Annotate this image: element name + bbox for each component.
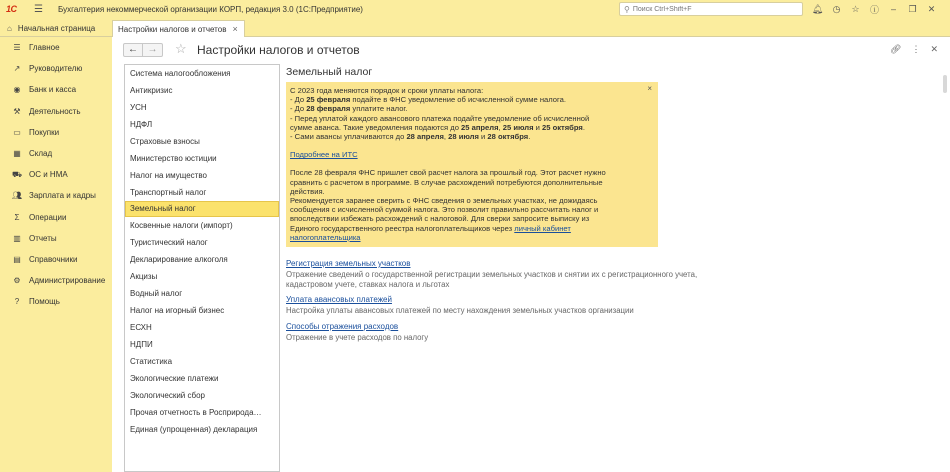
- notice-text: сообщения с исчисленной суммой налога. Это позволит правильно рассчитать налог и: [290, 205, 599, 215]
- sidebar-item-activity[interactable]: [0, 101, 112, 122]
- global-search[interactable]: [619, 2, 803, 16]
- list-item[interactable]: Акцизы: [130, 272, 158, 282]
- list-item[interactable]: Экологический сбор: [130, 390, 205, 400]
- list-item[interactable]: ЕСХН: [130, 323, 152, 333]
- land-registration-link[interactable]: Регистрация земельных участков: [286, 259, 411, 268]
- search-input[interactable]: [633, 6, 793, 13]
- list-item-selected[interactable]: Земельный налог: [125, 201, 279, 218]
- list-item[interactable]: Прочая отчетность в Росприрода…: [130, 407, 262, 417]
- sidebar-item-label: Справочники: [29, 254, 78, 264]
- bell-icon[interactable]: 🔔︎: [811, 3, 824, 14]
- list-item[interactable]: Налог на имущество: [130, 170, 207, 180]
- link-description: Настройка уплаты авансовых платежей по месту нахождения земельных участков организации: [286, 306, 634, 315]
- taxpayer-cabinet-link[interactable]: личный кабинет: [514, 223, 571, 233]
- page-title: Настройки налогов и отчетов: [197, 43, 360, 57]
- sidebar-item-label: Главное: [29, 43, 60, 53]
- sidebar-item-label: ОС и НМА: [29, 170, 68, 180]
- notice-panel: [286, 82, 658, 247]
- list-item[interactable]: Туристический налог: [130, 238, 208, 248]
- app-title: Бухгалтерия некоммерческой организации КОРП, редакция 3.0 (1С:Предприятие): [58, 4, 363, 14]
- assets-icon: ⛟: [11, 169, 23, 179]
- header-icons: [890, 44, 938, 55]
- sidebar-item-reports[interactable]: [0, 228, 112, 249]
- tab-bar: [0, 18, 950, 37]
- home-icon: ⌂: [7, 24, 12, 33]
- notice-text: После 28 февраля ФНС пришлет свой расчет налога за прошлый год. Этот расчет нужно: [290, 168, 606, 178]
- list-item[interactable]: Страховые взносы: [130, 136, 200, 146]
- notice-close-icon[interactable]: ×: [647, 84, 652, 93]
- notice-text: впоследствии избежать расхождений с налоговой. Для сверки запросите выписку из: [290, 214, 590, 224]
- sidebar-item-label: Склад: [29, 149, 53, 159]
- section-title: Земельный налог: [286, 66, 373, 78]
- notice-text: сумме аванса. Такие уведомления подаются до 25 апреля, 25 июля и 25 октября.: [290, 122, 585, 132]
- list-item[interactable]: Система налогообложения: [130, 68, 231, 78]
- more-actions-icon[interactable]: ⋮: [911, 44, 921, 54]
- notice-text: - До 28 февраля уплатите налог.: [290, 104, 408, 114]
- sidebar-item-label: Деятельность: [29, 106, 81, 116]
- list-item[interactable]: НДПИ: [130, 339, 153, 349]
- list-item[interactable]: Статистика: [130, 356, 173, 366]
- favorite-star-icon[interactable]: ☆: [175, 41, 187, 56]
- tools-icon: ⚒: [13, 106, 21, 116]
- warehouse-icon: ▦: [13, 149, 21, 159]
- titlebar-icons: [808, 0, 941, 18]
- list-item[interactable]: Водный налог: [130, 289, 183, 299]
- sidebar-item-salary[interactable]: [0, 185, 112, 206]
- sidebar-item-label: Руководителю: [29, 64, 83, 74]
- books-icon: ▤: [13, 254, 21, 264]
- sidebar-item-help[interactable]: [0, 291, 112, 312]
- sidebar-item-purchases[interactable]: [0, 122, 112, 143]
- list-item[interactable]: Налог на игорный бизнес: [130, 306, 225, 316]
- notice-text: действия.: [290, 186, 325, 196]
- tab-close-icon[interactable]: ×: [232, 24, 238, 34]
- sidebar-item-catalogs[interactable]: [0, 249, 112, 270]
- link-description: Отражение сведений о государственной регистрации земельных участков и снятии их с регистрационного учета, кадастровом учете, ставках налога и льготах: [286, 270, 698, 289]
- sidebar-item-label: Банк и касса: [29, 85, 77, 95]
- notice-text: Рекомендуется заранее сверить с ФНС сведения о земельных участках, не дожидаясь: [290, 196, 598, 206]
- back-button[interactable]: ←: [123, 43, 143, 57]
- scrollbar-thumb[interactable]: [943, 75, 947, 93]
- sidebar-item-bank[interactable]: [0, 79, 112, 100]
- list-item[interactable]: Экологические платежи: [130, 373, 219, 383]
- sidebar-item-main[interactable]: [0, 37, 112, 58]
- sidebar-item-manager[interactable]: [0, 58, 112, 79]
- tab-tax-settings-label: Настройки налогов и отчетов: [118, 24, 227, 34]
- notice-text: С 2023 года меняются порядок и сроки уплаты налога:: [290, 86, 484, 95]
- list-item[interactable]: Транспортный налог: [130, 187, 207, 197]
- list-item[interactable]: Единая (упрощенная) декларация: [130, 424, 258, 434]
- notice-text: - До 25 февраля подайте в ФНС уведомление об исчисленной сумме налога.: [290, 95, 566, 105]
- sidebar-item-label: Помощь: [29, 297, 60, 307]
- list-item[interactable]: УСН: [130, 102, 147, 112]
- tab-home[interactable]: [2, 20, 108, 37]
- help-icon: ?: [14, 297, 20, 307]
- minimize-icon[interactable]: –: [890, 4, 896, 14]
- sidebar-item-label: Отчеты: [29, 233, 57, 243]
- link-description: Отражение в учете расходов по налогу: [286, 332, 429, 342]
- sidebar-item-assets[interactable]: [0, 164, 112, 185]
- search-icon: ⚲: [624, 4, 630, 14]
- cart-icon: ▭: [13, 127, 21, 137]
- history-icon[interactable]: ◷: [832, 3, 841, 14]
- list-item[interactable]: Косвенные налоги (импорт): [130, 221, 233, 231]
- tax-settings-list: [124, 64, 280, 472]
- sidebar-item-label: Администрирование: [29, 276, 106, 286]
- bank-icon: ◉: [13, 85, 21, 95]
- operations-icon: Σ: [14, 212, 20, 222]
- info-icon[interactable]: ⓘ: [869, 4, 879, 15]
- list-item[interactable]: Министерство юстиции: [130, 153, 217, 163]
- sidebar: [0, 37, 112, 472]
- list-item[interactable]: НДФЛ: [130, 119, 153, 129]
- sidebar-item-label: Покупки: [29, 127, 60, 137]
- close-form-icon[interactable]: ✕: [930, 44, 938, 54]
- sidebar-item-admin[interactable]: [0, 270, 112, 291]
- menu-icon: ☰: [13, 43, 21, 53]
- notice-text: Единого государственного реестра налогоплательщиков через личный кабинет: [290, 223, 571, 233]
- sidebar-item-warehouse[interactable]: [0, 143, 112, 164]
- expense-methods-link[interactable]: Способы отражения расходов: [286, 321, 399, 331]
- notice-text: - Перед уплатой каждого авансового платежа подайте уведомление об исчисленной: [290, 113, 590, 123]
- tab-home-label: Начальная страница: [17, 24, 96, 33]
- sidebar-item-label: Операции: [29, 212, 67, 222]
- star-icon[interactable]: ☆: [851, 3, 860, 14]
- settings-content: [286, 63, 936, 342]
- app-logo: 1С: [6, 4, 17, 14]
- forward-button[interactable]: →: [143, 43, 163, 57]
- taxpayer-cabinet-link-cont[interactable]: налогоплательщика: [290, 232, 361, 242]
- main-panel: [112, 37, 950, 472]
- notice-text: - Сами авансы уплачиваются до 28 апреля, 28 июля и 28 октября.: [290, 132, 531, 142]
- settings-links: [286, 258, 706, 347]
- people-icon: 👥︎: [11, 191, 23, 201]
- sidebar-item-operations[interactable]: [0, 207, 112, 228]
- close-icon[interactable]: ✕: [927, 3, 936, 14]
- list-item[interactable]: Антикризис: [130, 85, 173, 95]
- notice-text: сравнить с расчетом в программе. В случае расхождений потребуются дополнительные: [290, 177, 603, 187]
- reports-icon: ▥: [13, 233, 21, 243]
- chart-icon: ↗: [13, 64, 21, 74]
- its-link[interactable]: Подробнее на ИТС: [290, 150, 358, 160]
- sidebar-item-label: Зарплата и кадры: [29, 191, 96, 201]
- gear-icon: ⚙: [13, 276, 21, 286]
- form-header: [112, 37, 950, 63]
- list-item[interactable]: Декларирование алкоголя: [130, 255, 228, 265]
- tab-tax-settings[interactable]: [112, 20, 245, 37]
- main-menu-icon[interactable]: ☰: [34, 3, 43, 15]
- maximize-icon[interactable]: ❐: [908, 3, 917, 14]
- link-icon[interactable]: 🔗︎: [890, 44, 902, 54]
- title-bar: [0, 0, 950, 18]
- advance-payments-link[interactable]: Уплата авансовых платежей: [286, 295, 392, 304]
